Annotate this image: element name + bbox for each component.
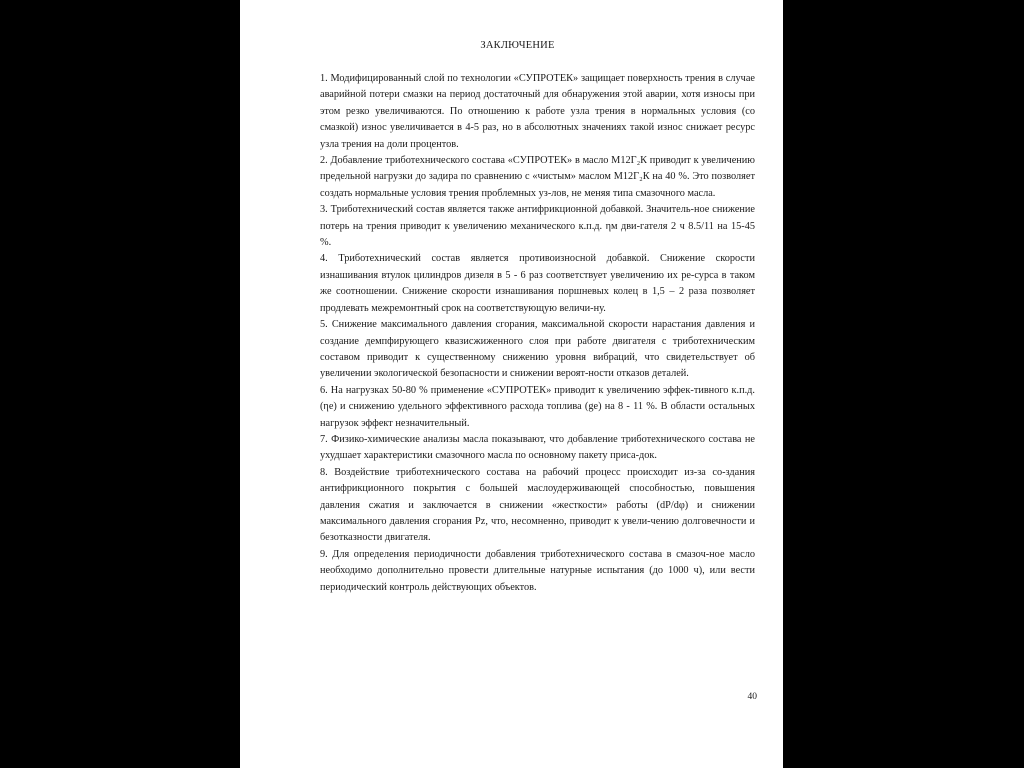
paragraph-7: 7. Физико-химические анализы масла показывают, что добавление триботехнического состава не ухудшает характеристики смазочного масла по основному пакету приса-док. [320, 433, 755, 462]
page-number: 40 [747, 692, 757, 702]
page-title: ЗАКЛЮЧЕНИЕ [480, 40, 555, 51]
paragraph-5: 5. Снижение максимального давления сгорания, максимальной скорости нарастания давления и создание демпфирующего квазисжиженного слоя при работе двигателя с триботехническим составом приводит к существенному снижению уровня вибраций, что свидетельствует об увеличении экологической безопасности и снижении вероят-ности отказов деталей. [320, 319, 755, 380]
paragraph-9: 9. Для определения периодичности добавления триботехнического состава в смазоч-ное масло необходимо дополнительно провести длительные натурные испытания (до 1000 ч), или вести периодический контроль действующих объектов. [320, 548, 755, 593]
paragraph-8: 8. Воздействие триботехнического состава на рабочий процесс происходит из-за со-здания антифрикционного покрытия с большей маслоудерживающей способностью, повышения давления сжатия и заключается в снижении «жесткости» работы (dP/dφ) и снижении максимального давления сгорания Pz, что, несомненно, приводит к увели-чению долговечности и безотказности двигателя. [320, 466, 755, 544]
paragraph-6: 6. На нагрузках 50-80 % применение «СУПРОТЕК» приводит к увеличению эффек-тивного к.п.д. (ηе) и снижению удельного эффективного расхода топлива (gе) на 8 - 11 %. В области остальных нагрузок эффект незначительный. [320, 384, 755, 429]
paragraph-4: 4. Триботехнический состав является противоизносной добавкой. Снижение скорости изнашивания втулок цилиндров дизеля в 5 - 6 раз соответствует увеличению их ре-сурса в таком же соотношении. Снижение скорости изнашивания поршневых колец в 1,5 – 2 раза позволяет продлевать межремонтный срок на соответствующую величи-ну. [320, 253, 755, 314]
paragraph-2: 2. Добавление триботехнического состава «СУПРОТЕК» в масло М12Г₂К приводит к увеличению предельной нагрузки до задира по сравнению с «чистым» маслом М12Г₂К на 40 %. Это позволяет создать нормальные условия трения проблемных уз-лов, не меняя типа смазочного масла. [320, 155, 755, 199]
paragraph-3: 3. Триботехнический состав является также антифрикционной добавкой. Значитель-ное снижение потерь на трения приводит к увеличению механического к.п.д. ηм дви-гателя 2 ч 8.5/11 на 15-45 %. [320, 204, 755, 249]
document-page [240, 0, 783, 768]
paragraph-1: 1. Модифицированный слой по технологии «СУПРОТЕК» защищает поверхность трения в случае аварийной потери смазки на период достаточный для обнаружения этой аварии, хотя износы при этом резко увеличиваются. По отношению к работе узла трения в нормальных условия (со смазкой) износ увеличивается в 4-5 раз, но в абсолютных значениях такой износ снижает ресурс узла трения на доли процентов. [320, 73, 755, 150]
